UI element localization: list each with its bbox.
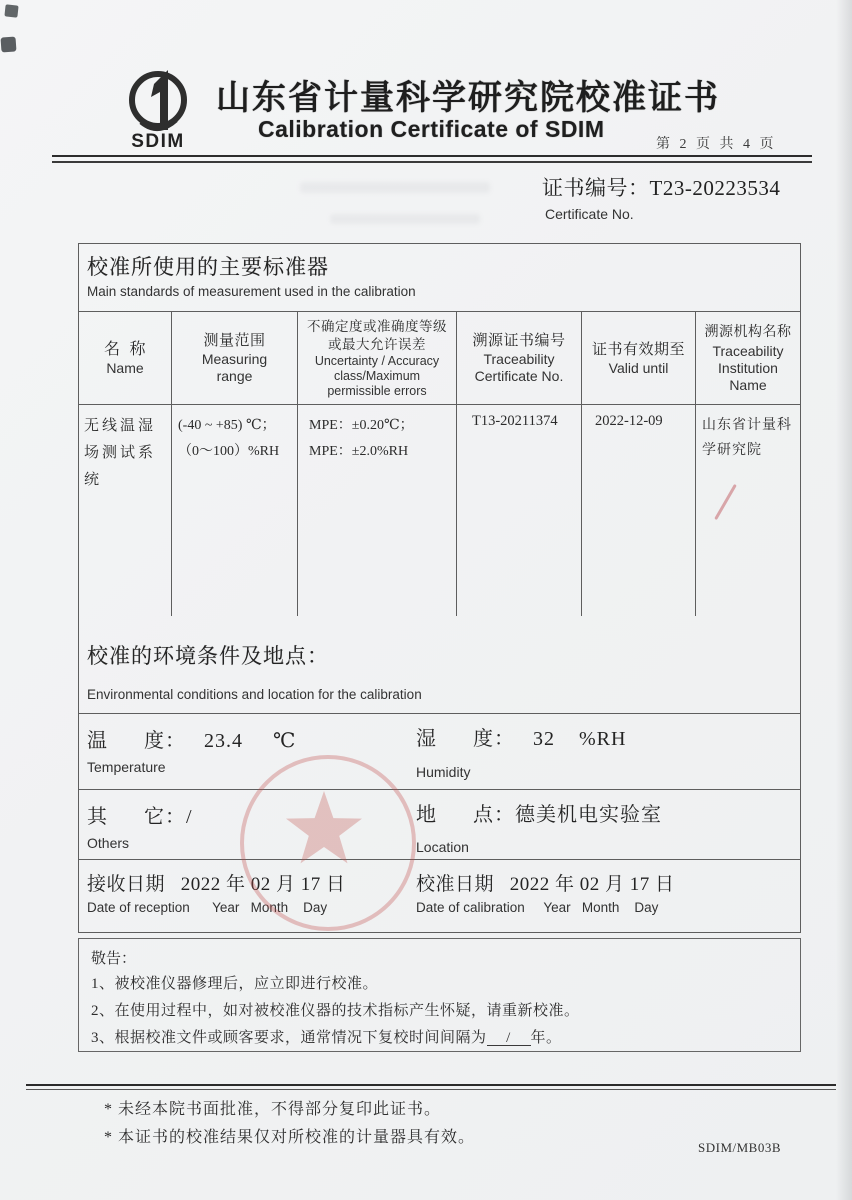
- col-header-traceability-no-en: Traceability Certificate No.: [474, 351, 564, 384]
- date-of-calibration: 校准日期 2022 年 02 月 17 日: [416, 874, 675, 895]
- certificate-title-en: Calibration Certificate of SDIM: [258, 116, 605, 142]
- footer-divider-rule: [26, 1084, 836, 1090]
- temperature-value: 温 度： 23.4 ℃: [87, 730, 297, 752]
- col-header-range-cn: 测量范围: [203, 333, 266, 349]
- notice-item-3-prefix: 3、根据校准文件或顾客要求，通常情况下复校时间间隔为: [91, 1030, 487, 1046]
- standards-section-title-cn: 校准所使用的主要标准器: [87, 255, 329, 279]
- traceability-no-cell: T13-20211374: [456, 405, 581, 616]
- date-of-reception-label-en: Date of reception Year Month Day: [87, 900, 328, 915]
- col-header-range-en: Measuring range: [201, 351, 268, 384]
- col-header-valid-until: [581, 312, 695, 405]
- col-header-institution-en: Traceability Institution Name: [712, 342, 784, 393]
- scan-ghosting: [300, 182, 490, 193]
- col-header-range: [171, 312, 297, 405]
- notice-title: 敬告：: [91, 951, 137, 967]
- recalibration-interval-blank: /: [487, 1031, 531, 1046]
- humidity-label-en: Humidity: [416, 764, 471, 780]
- col-header-valid-until-en: Valid until: [608, 359, 669, 376]
- valid-until-cell: 2022-12-09: [581, 405, 695, 616]
- col-header-name-cn: 名 称: [103, 340, 146, 358]
- location-value: 地 点：德美机电实验室: [416, 804, 662, 826]
- notice-item-2: 2、在使用过程中，如对被校准仪器的技术指标产生怀疑，请重新校准。: [91, 1003, 580, 1019]
- range-line-2: （0～100）%RH: [178, 444, 280, 459]
- scan-artifact: [0, 36, 16, 52]
- others-value: 其 它：/: [87, 806, 193, 828]
- environment-section-title-en: Environmental conditions and location for the calibration: [87, 687, 422, 702]
- col-header-name: [79, 312, 171, 405]
- others-label-en: Others: [87, 835, 130, 851]
- header-divider-rule: [52, 155, 812, 163]
- logo-text: SDIM: [131, 131, 185, 152]
- scan-ghosting: [330, 214, 480, 224]
- col-header-uncertainty-cn: 不确定度或准确度等级或最大允许误差: [307, 318, 447, 352]
- sdim-logo-icon: [119, 66, 197, 152]
- mpe-line-2: MPE：±2.0%RH: [309, 444, 409, 459]
- certificate-main-box: [78, 243, 801, 933]
- divider-line: [79, 789, 800, 790]
- institution-cell: 山东省计量科学研究院: [695, 405, 800, 616]
- mpe-cell: [297, 405, 456, 616]
- location-label-en: Location: [416, 839, 469, 855]
- col-header-name-en: Name: [106, 359, 144, 376]
- col-header-institution-cn: 溯源机构名称: [704, 324, 792, 340]
- col-header-traceability-no: [456, 312, 581, 405]
- standards-table: [79, 311, 800, 616]
- scan-artifact: [4, 4, 18, 17]
- measuring-range-cell: [171, 405, 297, 616]
- sdim-logo: [119, 66, 197, 157]
- notice-item-3: [91, 1026, 562, 1047]
- col-header-uncertainty: [297, 312, 456, 405]
- notice-box: [78, 938, 801, 1052]
- humidity-value: 湿 度： 32 %RH: [416, 728, 627, 750]
- environment-section-title-cn: 校准的环境条件及地点：: [87, 644, 329, 668]
- footnote-1: * 未经本院书面批准，不得部分复印此证书。: [104, 1101, 442, 1118]
- standard-name-cell: 无线温湿场测试系统: [84, 418, 157, 488]
- form-code: SDIM/MB03B: [698, 1140, 782, 1155]
- col-header-institution: [695, 312, 800, 405]
- certificate-title-cn: 山东省计量科学研究院校准证书: [216, 80, 720, 117]
- footnote-2: * 本证书的校准结果仅对所校准的计量器具有效。: [104, 1129, 476, 1146]
- date-of-calibration-label-en: Date of calibration Year Month Day: [416, 900, 659, 915]
- standards-section-title-en: Main standards of measurement used in the calibration: [87, 284, 416, 299]
- mpe-line-1: MPE：±0.20℃；: [309, 418, 414, 433]
- notice-item-3-suffix: 年。: [530, 1030, 562, 1046]
- notice-item-1: 1、被校准仪器修理后，应立即进行校准。: [91, 976, 379, 992]
- range-line-1: (-40 ~ +85) ℃；: [178, 418, 276, 433]
- col-header-uncertainty-en: Uncertainty / Accuracy class/Maximum permissible errors: [314, 353, 440, 398]
- scan-edge-shadow: [836, 0, 852, 1200]
- temperature-label-en: Temperature: [87, 759, 166, 775]
- col-header-traceability-no-cn: 溯源证书编号: [472, 333, 566, 349]
- page-number-info: 第 2 页 共 4 页: [656, 137, 777, 152]
- date-of-reception: 接收日期 2022 年 02 月 17 日: [87, 874, 346, 895]
- certificate-number-label-en: Certificate No.: [545, 206, 634, 222]
- certificate-number: 证书编号：T23-20223534: [542, 176, 781, 200]
- col-header-valid-until-cn: 证书有效期至: [591, 341, 685, 358]
- divider-line: [79, 859, 800, 860]
- divider-line: [79, 713, 800, 714]
